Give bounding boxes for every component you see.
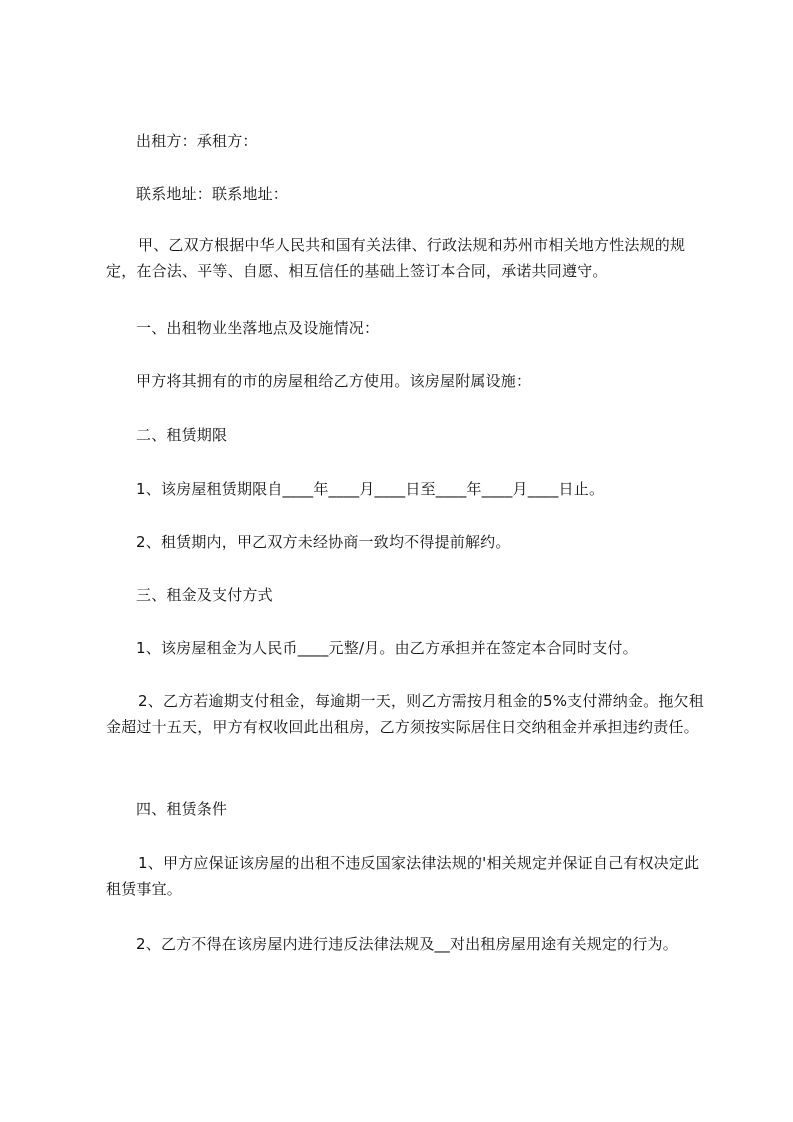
landlord-guarantee-clause: 1、甲方应保证该房屋的出租不违反国家法律法规的'相关规定并保证自己有权决定此租赁事宜。 [106,854,700,898]
section-heading-1: 一、出租物业坐落地点及设施情况： [136,319,380,337]
termination-clause: 2、租赁期内，甲乙双方未经协商一致均不得提前解约。 [136,533,511,551]
preamble-paragraph: 甲、乙双方根据中华人民共和国有关法律、行政法规和苏州市相关地方性法规的规定，在合法、平等、自愿、相互信任的基础上签订本合同，承诺共同遵守。 [106,236,686,280]
section-heading-4: 四、租赁条件 [136,800,228,818]
late-payment-clause: 2、乙方若逾期支付租金，每逾期一天，则乙方需按月租金的5%支付滞纳金。拖欠租金超过十五天，甲方有权收回此出租房，乙方须按实际居住日交纳租金并承担违约责任。 [106,692,704,736]
party-line: 出租方：承租方： [136,132,258,150]
lease-term-clause: 1、该房屋租赁期限自____年____月____日至____年____月____日止。 [136,480,605,498]
address-line: 联系地址：联系地址： [136,185,289,203]
section-heading-3: 三、租金及支付方式 [136,586,273,604]
rent-amount-clause: 1、该房屋租金为人民币____元整/月。由乙方承担并在签定本合同时支付。 [136,639,638,657]
tenant-restriction-clause: 2、乙方不得在该房屋内进行违反法律法规及__对出租房屋用途有关规定的行为。 [136,935,678,953]
section-1-text: 甲方将其拥有的市的房屋租给乙方使用。该房屋附属设施： [136,372,532,390]
section-heading-2: 二、租赁期限 [136,426,228,444]
